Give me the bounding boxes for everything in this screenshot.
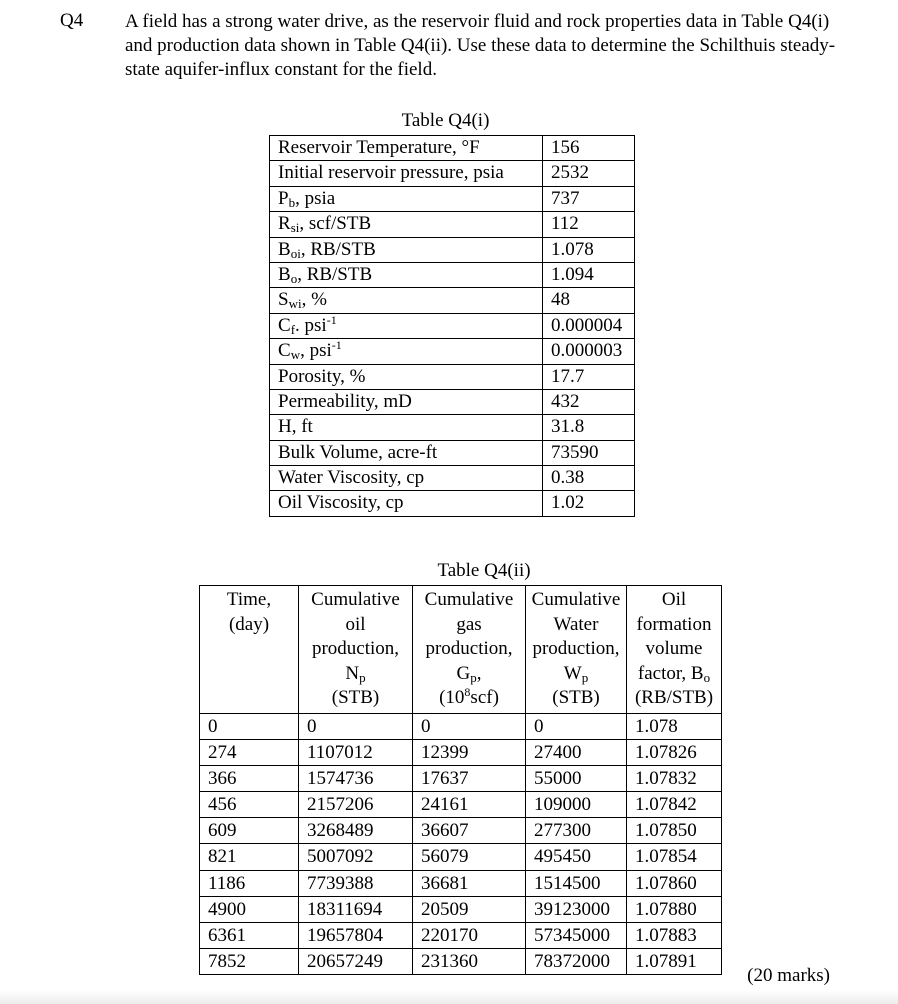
property-label: Reservoir Temperature, °F bbox=[270, 136, 543, 161]
property-value: 737 bbox=[543, 186, 635, 211]
property-label: Oil Viscosity, cp bbox=[270, 491, 543, 516]
bo-cell: 1.07842 bbox=[627, 792, 722, 818]
np-cell: 1574736 bbox=[299, 765, 413, 791]
header-oil-production: Cumulative oil production, $N_p$ (STB) bbox=[299, 586, 413, 714]
bo-cell: 1.078 bbox=[627, 713, 722, 739]
table-row bbox=[200, 949, 722, 975]
gp-cell: 36607 bbox=[413, 818, 526, 844]
property-label: $R_{si}$, scf/STB bbox=[270, 212, 543, 237]
property-value: 17.7 bbox=[543, 364, 635, 389]
gp-cell: 24161 bbox=[413, 792, 526, 818]
table-row bbox=[270, 491, 635, 516]
wp-cell: 1514500 bbox=[526, 870, 627, 896]
table-row bbox=[270, 136, 635, 161]
table2-caption: Table Q4(ii) bbox=[437, 560, 531, 581]
property-label: Water Viscosity, cp bbox=[270, 466, 543, 491]
property-value: 0.000003 bbox=[543, 339, 635, 364]
wp-cell: 57345000 bbox=[526, 923, 627, 949]
property-label: Bulk Volume, acre-ft bbox=[270, 440, 543, 465]
time-cell: 7852 bbox=[200, 949, 299, 975]
property-value: 1.094 bbox=[543, 262, 635, 287]
property-value: 112 bbox=[543, 212, 635, 237]
time-cell: 1186 bbox=[200, 870, 299, 896]
table-row bbox=[270, 339, 635, 364]
gp-cell: 12399 bbox=[413, 739, 526, 765]
time-cell: 0 bbox=[200, 713, 299, 739]
property-value: 0.000004 bbox=[543, 313, 635, 338]
table-row bbox=[270, 288, 635, 313]
question-text: A field has a strong water drive, as the reservoir fluid and rock properties data in Table Q4(i) and production data shown in Table Q4(ii). Use these data to determine the Schilthuis steady-state aquifer-influx constant for the field. bbox=[125, 11, 836, 80]
table-row bbox=[270, 440, 635, 465]
time-cell: 4900 bbox=[200, 896, 299, 922]
table-row bbox=[270, 212, 635, 237]
gp-cell: 0 bbox=[413, 713, 526, 739]
table-row bbox=[200, 818, 722, 844]
marks-label: (20 marks) bbox=[747, 965, 830, 986]
table-row bbox=[200, 896, 722, 922]
table-row bbox=[270, 186, 635, 211]
property-label: $P_b$, psia bbox=[270, 186, 543, 211]
table-row bbox=[270, 313, 635, 338]
table-row bbox=[270, 237, 635, 262]
property-label: $S_{wi}$, % bbox=[270, 288, 543, 313]
header-time: Time, (day) bbox=[200, 586, 299, 714]
property-label: Initial reservoir pressure, psia bbox=[270, 161, 543, 186]
time-cell: 456 bbox=[200, 792, 299, 818]
bo-cell: 1.07850 bbox=[627, 818, 722, 844]
wp-cell: 27400 bbox=[526, 739, 627, 765]
header-row bbox=[200, 586, 722, 714]
property-label: $B_o$, RB/STB bbox=[270, 262, 543, 287]
property-label: $C_f$. psi$^{-1}$ bbox=[270, 313, 543, 338]
time-cell: 6361 bbox=[200, 923, 299, 949]
header-water-production: Cumulative Water production, $W_p$ (STB) bbox=[526, 586, 627, 714]
property-value: 0.38 bbox=[543, 466, 635, 491]
bo-cell: 1.07854 bbox=[627, 844, 722, 870]
property-label: $C_w$, psi$^{-1}$ bbox=[270, 339, 543, 364]
property-value: 48 bbox=[543, 288, 635, 313]
np-cell: 2157206 bbox=[299, 792, 413, 818]
gp-cell: 36681 bbox=[413, 870, 526, 896]
bo-cell: 1.07860 bbox=[627, 870, 722, 896]
property-label: H, ft bbox=[270, 415, 543, 440]
bo-cell: 1.07891 bbox=[627, 949, 722, 975]
np-cell: 7739388 bbox=[299, 870, 413, 896]
property-value: 1.02 bbox=[543, 491, 635, 516]
time-cell: 821 bbox=[200, 844, 299, 870]
table-row bbox=[200, 923, 722, 949]
reservoir-properties-table bbox=[269, 135, 635, 517]
bo-cell: 1.07883 bbox=[627, 923, 722, 949]
np-cell: 3268489 bbox=[299, 818, 413, 844]
wp-cell: 39123000 bbox=[526, 896, 627, 922]
gp-cell: 20509 bbox=[413, 896, 526, 922]
property-value: 156 bbox=[543, 136, 635, 161]
np-cell: 0 bbox=[299, 713, 413, 739]
property-value: 31.8 bbox=[543, 415, 635, 440]
property-value: 1.078 bbox=[543, 237, 635, 262]
bo-cell: 1.07832 bbox=[627, 765, 722, 791]
production-data-table bbox=[199, 585, 722, 975]
property-value: 432 bbox=[543, 389, 635, 414]
table1-caption: Table Q4(i) bbox=[401, 110, 490, 131]
wp-cell: 495450 bbox=[526, 844, 627, 870]
table-row bbox=[200, 765, 722, 791]
bo-cell: 1.07826 bbox=[627, 739, 722, 765]
table-row bbox=[270, 389, 635, 414]
np-cell: 5007092 bbox=[299, 844, 413, 870]
wp-cell: 277300 bbox=[526, 818, 627, 844]
wp-cell: 109000 bbox=[526, 792, 627, 818]
table-row bbox=[200, 713, 722, 739]
gp-cell: 220170 bbox=[413, 923, 526, 949]
time-cell: 609 bbox=[200, 818, 299, 844]
page-bottom-edge bbox=[0, 990, 898, 1004]
np-cell: 1107012 bbox=[299, 739, 413, 765]
header-oil-fvf: Oil formation volume factor, $B_o$ (RB/STB) bbox=[627, 586, 722, 714]
property-label: Permeability, mD bbox=[270, 389, 543, 414]
bo-cell: 1.07880 bbox=[627, 896, 722, 922]
gp-cell: 17637 bbox=[413, 765, 526, 791]
table-row bbox=[270, 161, 635, 186]
gp-cell: 56079 bbox=[413, 844, 526, 870]
wp-cell: 0 bbox=[526, 713, 627, 739]
table-row bbox=[200, 870, 722, 896]
property-value: 2532 bbox=[543, 161, 635, 186]
table-row bbox=[270, 364, 635, 389]
table-row bbox=[270, 415, 635, 440]
property-label: $B_{oi}$, RB/STB bbox=[270, 237, 543, 262]
np-cell: 20657249 bbox=[299, 949, 413, 975]
table-row bbox=[200, 739, 722, 765]
question-number: Q4 bbox=[60, 10, 84, 31]
table-row bbox=[200, 844, 722, 870]
table-row bbox=[270, 262, 635, 287]
table-row bbox=[200, 792, 722, 818]
gp-cell: 231360 bbox=[413, 949, 526, 975]
np-cell: 18311694 bbox=[299, 896, 413, 922]
time-cell: 366 bbox=[200, 765, 299, 791]
header-gas-production: Cumulative gas production, $G_p$, $(10^8scf)$ bbox=[413, 586, 526, 714]
np-cell: 19657804 bbox=[299, 923, 413, 949]
wp-cell: 55000 bbox=[526, 765, 627, 791]
time-cell: 274 bbox=[200, 739, 299, 765]
property-value: 73590 bbox=[543, 440, 635, 465]
property-label: Porosity, % bbox=[270, 364, 543, 389]
wp-cell: 78372000 bbox=[526, 949, 627, 975]
table-row bbox=[270, 466, 635, 491]
